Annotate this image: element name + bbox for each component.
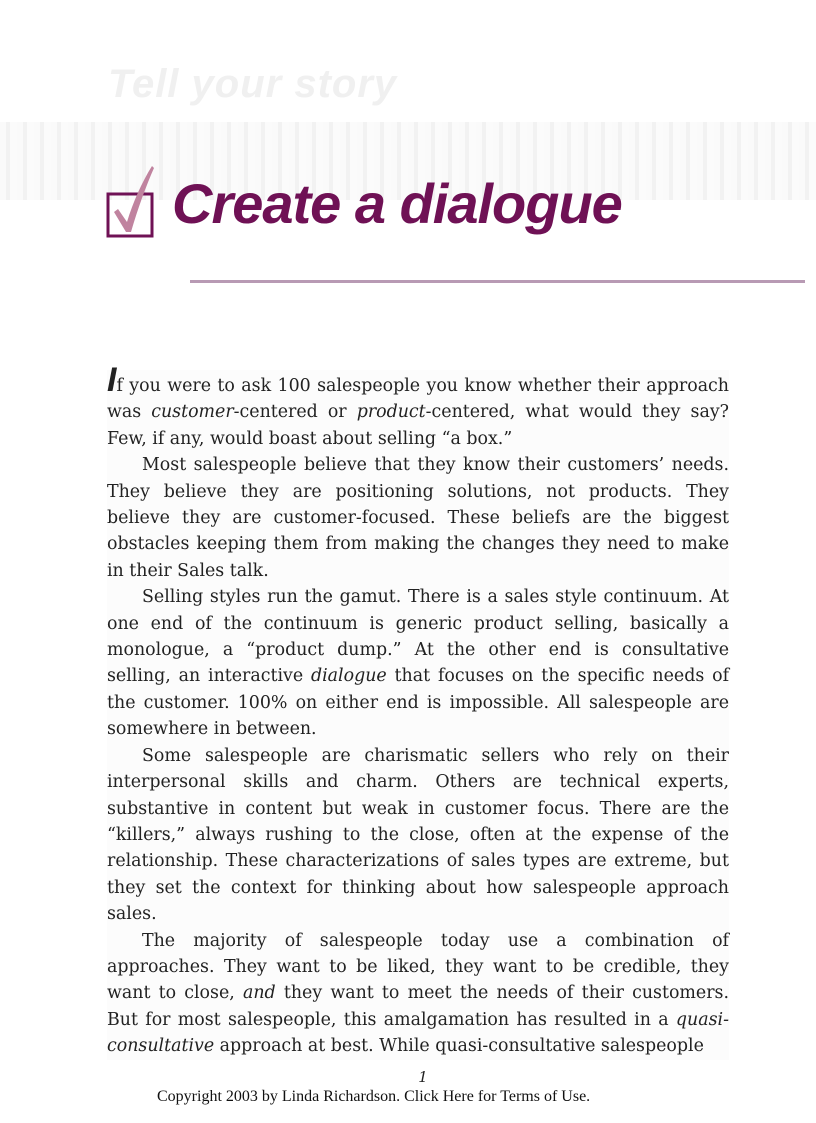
- paragraph-5: The majority of salespeople today use a combination of approaches. They want to be liked, they want to be credible, they want to close, and they want to meet the needs of their customers. But for most salespeople, this amalgamation has resulted in a quasi-consultative approach at best. While quasi-consultative salespeople: [107, 930, 729, 1057]
- paragraph-2: Most salespeople believe that they know their customers’ needs. They believe they are positioning solutions, not products. They believe they are customer-focused. These beliefs are the biggest obstacles keeping them from making the changes they need to make in their Sales talk.: [107, 455, 729, 581]
- emphasis-dialogue: dialogue: [310, 666, 387, 687]
- paragraph-3: Selling styles run the gamut. There is a sales style continuum. At one end of the continuum is generic product selling, basically a monologue, a “product dump.” At the other end is consultative selling, an interactive dialogue that focuses on the specific needs of the customer. 100% on either end is impossible. All salespeople are somewhere in between.: [107, 587, 730, 740]
- chapter-title: Create a dialogue: [172, 172, 622, 235]
- page-number: 1: [418, 1068, 428, 1086]
- previous-chapter-heading-ghost: Tell your story: [108, 62, 398, 106]
- paragraph-1: If you were to ask 100 salespeople you know whether their approach was customer-centered or product-centered, what would they say? Few, if any, would boast about selling “a box.”: [107, 361, 729, 449]
- emphasis-product: product: [356, 402, 426, 423]
- paragraph-4: Some salespeople are charismatic sellers who rely on their interpersonal skills and charm. Others are technical experts, substantive in content but weak in customer focus. There are the “killers,” always rushing to the close, often at the expense of the relationship. These characterizations of sales types are extreme, but they set the context for thinking about how salespeople approach sales.: [107, 745, 729, 925]
- emphasis-quasi-consultative: quasi-consultative: [107, 1009, 729, 1057]
- title-divider: [190, 280, 805, 283]
- copyright-terms-link[interactable]: Copyright 2003 by Linda Richardson. Click Here for Terms of Use.: [157, 1088, 591, 1105]
- emphasis-customer: customer: [151, 402, 234, 423]
- checkbox-checked-icon: [104, 160, 156, 240]
- drop-cap: I: [107, 361, 117, 399]
- emphasis-and: and: [242, 983, 276, 1004]
- body-text: [107, 361, 730, 1060]
